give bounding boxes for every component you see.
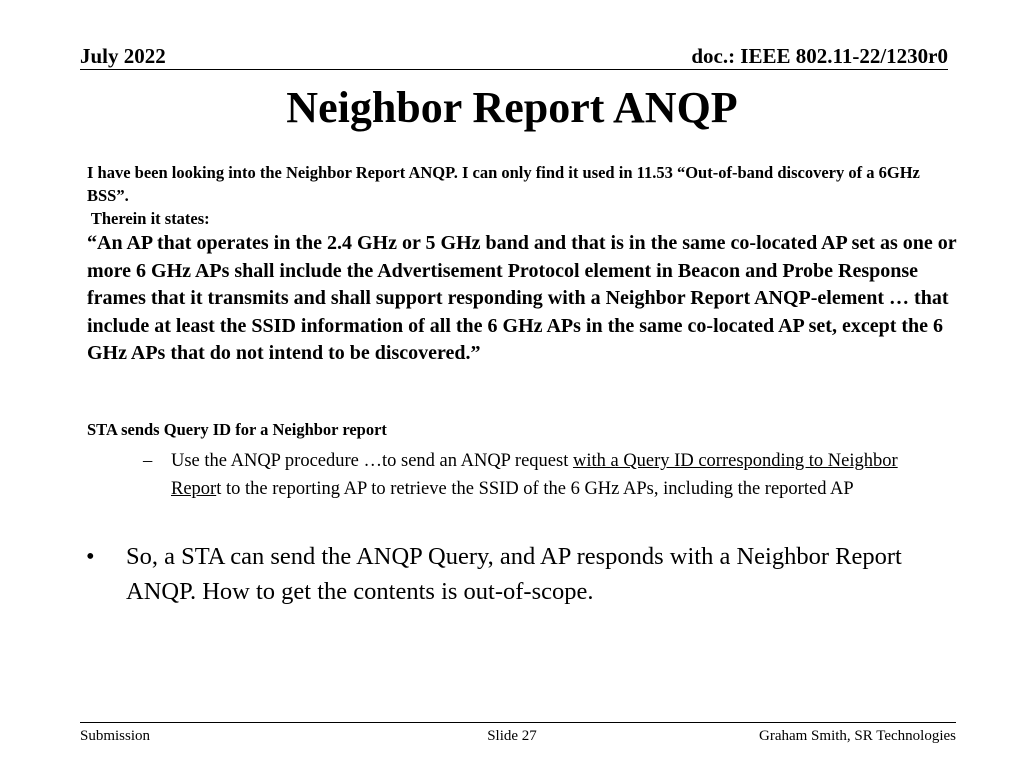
intro-line-1: I have been looking into the Neighbor Report ANQP. I can only find it used in 11.53 “Out-of-band discovery of a 6GHz BSS”.	[87, 163, 920, 205]
dash-text-post: t to the reporting AP to retrieve the SSID of the 6 GHz APs, including the reported AP	[216, 478, 854, 499]
dash-list-item	[143, 448, 943, 503]
intro-block	[87, 161, 957, 368]
dash-text-pre: Use the ANQP procedure …to send an ANQP request	[171, 451, 573, 471]
sta-section-title: STA sends Query ID for a Neighbor report	[87, 420, 387, 439]
spec-quote-text: An AP that operates in the 2.4 GHz or 5 GHz band and that is in the same co-located AP set as one or more 6 GHz APs shall include the Advertisement Protocol element in Beacon and Probe Response frames that it transmits and shall support responding with a Neighbor Report ANQP-element … that include at least the SSID information of all the 6 GHz APs in the same co-located AP set, except the 6 GHz APs that do not intend to be discovered.”	[87, 232, 957, 364]
footer-author: Graham Smith, SR Technologies	[759, 728, 956, 744]
footer-divider	[80, 722, 956, 723]
dash-marker: –	[143, 451, 153, 471]
dash-item-text	[171, 448, 943, 503]
bullet-list-item	[86, 539, 946, 609]
header-divider	[80, 69, 948, 70]
header-doc-id: doc.: IEEE 802.11-22/1230r0	[691, 44, 948, 68]
slide-title: Neighbor Report ANQP	[286, 83, 738, 132]
spec-quote	[87, 230, 957, 368]
dash-text-underlined: with a Query ID corresponding to Neighbor Repor	[171, 451, 898, 499]
intro-line-2: Therein it states:	[87, 209, 210, 228]
header-date: July 2022	[80, 44, 166, 68]
footer-slide-number: Slide 27	[487, 728, 537, 744]
footer-submission: Submission	[80, 728, 151, 744]
bullet-marker: •	[86, 543, 95, 570]
bullet-text: So, a STA can send the ANQP Query, and AP responds with a Neighbor Report ANQP. How to get the contents is out-of-scope.	[126, 543, 902, 605]
quote-open-mark: “	[87, 232, 97, 254]
